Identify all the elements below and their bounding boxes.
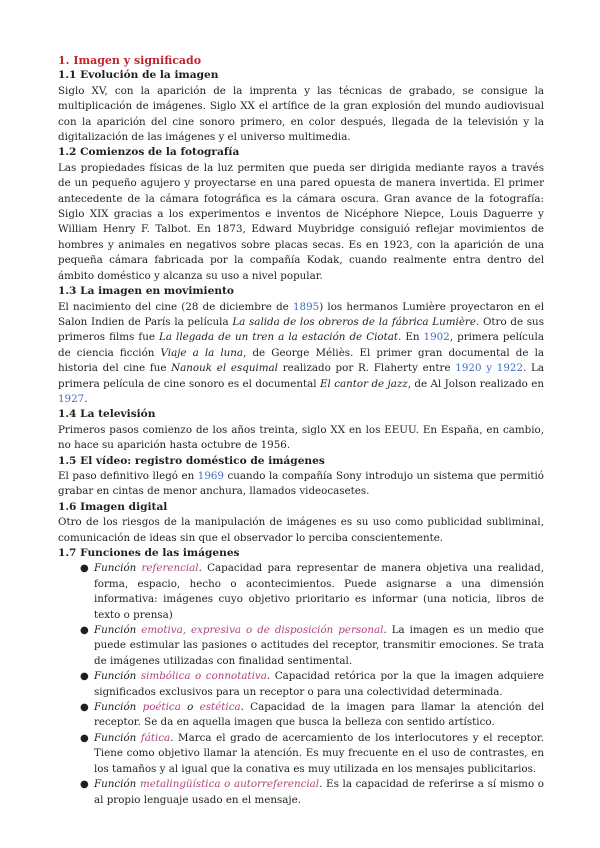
subsection-title-1-2: 1.2 Comienzos de la fotografía	[58, 146, 240, 159]
paragraph-video	[58, 469, 544, 500]
text-run: ) los hermanos Lumière proyectaron en el Salon Indien de París la película	[58, 300, 544, 328]
bullet-icon: ●	[80, 671, 89, 683]
function-description: . La imagen es un medio que puede estimular las pasiones o actitudes del receptor, transmitir emociones. Se trata de imágenes utilizadas con finalidad sentimental.	[94, 624, 544, 667]
film-title: La salida de los obreros de la fábrica Lumière	[232, 315, 476, 328]
list-item	[80, 623, 544, 669]
film-title: El cantor de jazz	[320, 377, 408, 390]
function-connector: o	[180, 701, 200, 714]
bullet-icon: ●	[80, 702, 89, 714]
function-description: . Marca el grado de acercamiento de los interlocutores y el receptor. Tiene como objetivo llamar la atención. Es muy frecuente en el uso de contrastes, en los tamaños y al igual que la conativa es muy utilizada en los mensajes publicitarios.	[94, 731, 545, 775]
subsection-title-1-4: 1.4 La televisión	[58, 408, 156, 421]
year-1895: 1895	[292, 300, 320, 313]
function-key: poética	[142, 701, 181, 714]
film-title: Viaje a la luna	[160, 346, 244, 359]
function-lead: Función	[94, 624, 142, 637]
subsection-title-1-3: 1.3 La imagen en movimiento	[58, 285, 234, 298]
year-1927: 1927	[58, 392, 85, 405]
function-lead: Función	[94, 701, 143, 714]
function-description: . Es la capacidad de referirse a sí mismo o al propio lenguaje usado en el mensaje.	[94, 778, 545, 806]
text-run: . La primera película de cine sonoro es el documental	[58, 362, 545, 390]
text-run: realizado por R. Flaherty entre	[277, 362, 456, 375]
text-run: . Otro de sus primeros films fue	[58, 315, 544, 344]
year-1920-1922: 1920 y 1922	[455, 362, 524, 375]
function-key: referencial	[141, 562, 199, 575]
bullet-icon: ●	[80, 732, 89, 744]
function-key: estética	[199, 701, 241, 714]
paragraph-digital: Otro de los riesgos de la manipulación de imágenes es su uso como publicidad subliminal, comunicación de ideas sin que el observador lo perciba conscientemente.	[58, 516, 544, 544]
subsection-title-1-5: 1.5 El vídeo: registro doméstico de imágenes	[58, 454, 325, 467]
text-run: .	[84, 392, 88, 405]
text-run: El nacimiento del cine (28 de diciembre de	[58, 300, 293, 313]
subsection-title-1-6: 1.6 Imagen digital	[58, 500, 168, 513]
list-item	[80, 700, 545, 731]
function-key: emotiva, expresiva o de disposición personal	[141, 624, 384, 637]
year-1969: 1969	[197, 469, 224, 482]
bullet-icon: ●	[80, 625, 89, 637]
text-run: . En	[398, 331, 424, 344]
functions-list	[58, 561, 544, 808]
paragraph-television: Primeros pasos comienzo de los años treinta, siglo XX en los EEUU. En España, en cambio, no hace su aparición hasta octubre de 1956.	[58, 423, 544, 452]
bullet-icon: ●	[80, 563, 89, 575]
paragraph-movimiento	[58, 300, 544, 408]
list-item	[80, 561, 544, 623]
subsection-title-1-7: 1.7 Funciones de las imágenes	[58, 547, 240, 559]
function-description: . Capacidad para representar de manera objetiva una realidad, forma, espacio, hecho o acontecimientos. Puede asignarse a una dimensión informativa: imágenes cuyo objetivo prioritario es informar (una noticia, libros de texto o prensa)	[94, 562, 544, 621]
function-lead: Función	[94, 670, 141, 683]
section-heading: 1. Imagen y significado	[58, 54, 202, 67]
list-item	[80, 777, 545, 808]
function-description: . Capacidad retórica por la que la imagen adquiere significados exclusivos para un receptor o para una colectividad determinada.	[94, 670, 544, 698]
text-run: , de Al Jolson realizado en	[407, 377, 545, 390]
list-item	[80, 669, 544, 700]
year-1902: 1902	[423, 331, 450, 344]
function-description: . Capacidad de la imagen para llamar la atención del receptor. Se da en aquella imagen que busca la belleza con sentido artístico.	[94, 701, 545, 729]
function-key: metalingüística o autorreferencial	[139, 778, 320, 791]
text-run: cuando la compañía Sony introdujo un sistema que permitió grabar en cintas de menor anchura, llamados videocasetes.	[58, 469, 545, 498]
paragraph-evolucion: Siglo XV, con la aparición de la imprenta y las técnicas de grabado, se consigue la multiplicación de imágenes. Siglo XX el artífice de la gran explosión del mundo audiovisual con la aparición del cine sonoro primero, en color después, llegada de la televisión y la digitalización de las imágenes y el universo multimedia.	[58, 84, 544, 144]
function-lead: Función	[94, 562, 142, 575]
text-run: El paso definitivo llegó en	[58, 469, 198, 482]
film-title: La llegada de un tren a la estación de Ciotat	[159, 331, 398, 344]
function-key: fática	[140, 731, 171, 744]
text-run: , de George Méliès. El primer gran documental de la historia del cine fue	[58, 346, 545, 375]
bullet-icon: ●	[80, 779, 89, 791]
function-key: simbólica o connotativa	[140, 670, 267, 683]
function-lead: Función	[94, 731, 141, 744]
function-lead: Función	[94, 778, 140, 791]
document-page	[58, 53, 544, 808]
subsection-title-1-1: 1.1 Evolución de la imagen	[58, 69, 219, 82]
text-run: , primera película de ciencia ficción	[58, 331, 544, 359]
list-item	[80, 731, 545, 777]
film-title: Nanouk el esquimal	[171, 362, 278, 375]
paragraph-fotografia: Las propiedades físicas de la luz permiten que pueda ser dirigida mediante rayos a través de un pequeño agujero y proyectarse en una pared opuesta de manera invertida. El primer antecedente de la cámara fotográfica es la cámara oscura. Gran avance de la fotografía: Siglo XIX gracias a los experimentos e inventos de Nicéphore Niepce, Louis Daguerre y William Henry F. Talbot. En 1873, Edward Muybridge consiguió reflejar movimientos de hombres y animales en negativos sobre placas secas. Es en 1923, con la aparición de una pequeña cámara fabricada por la compañía Kodak, cuando realmente entra dentro del ámbito doméstico y alcanza su uso a nivel popular.	[58, 161, 544, 282]
